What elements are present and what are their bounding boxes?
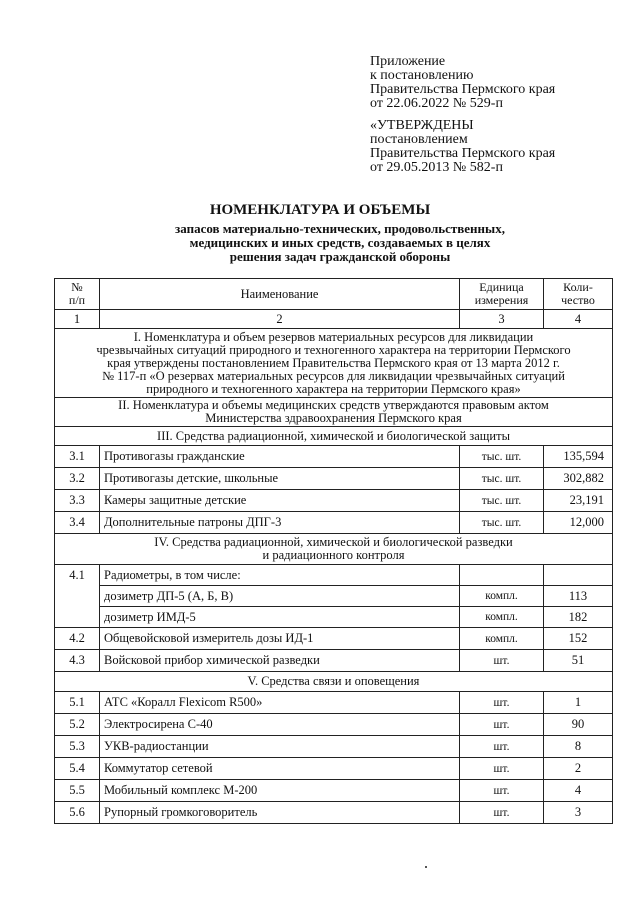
row-num: 4.2 <box>55 628 100 650</box>
row-qty: 113 <box>544 586 613 607</box>
annex-line: Приложение <box>370 54 446 69</box>
table-row <box>55 607 613 628</box>
row-qty: 8 <box>544 736 613 758</box>
row-name: АТС «Коралл Flexicom R500» <box>100 692 460 714</box>
header-num: № п/п <box>55 279 100 310</box>
row-name: дозиметр ДП-5 (А, Б, В) <box>100 586 460 607</box>
table-row <box>55 628 613 650</box>
row-num <box>55 586 100 607</box>
row-name: Общевойсковой измеритель дозы ИД-1 <box>100 628 460 650</box>
row-qty: 3 <box>544 802 613 824</box>
section-line: природного и техногенного характера на территории Пермского края» <box>146 381 521 396</box>
row-num: 5.5 <box>55 780 100 802</box>
row-qty: 302,882 <box>544 468 613 490</box>
row-num: 5.3 <box>55 736 100 758</box>
approved-line: от 29.05.2013 № 582-п <box>370 160 503 175</box>
column-number: 1 <box>55 310 100 329</box>
column-number-row <box>55 310 613 329</box>
row-num: 3.1 <box>55 446 100 468</box>
row-name: Рупорный громкоговоритель <box>100 802 460 824</box>
subtitle-line: запасов материально-технических, продовольственных, <box>175 221 505 236</box>
document-subtitle <box>80 222 600 264</box>
column-number: 3 <box>460 310 544 329</box>
row-unit: шт. <box>460 692 544 714</box>
row-num: 3.2 <box>55 468 100 490</box>
section-line: № 117-п «О резервах материальных ресурсов для ликвидации чрезвычайных ситуаций <box>102 368 565 383</box>
row-num: 5.6 <box>55 802 100 824</box>
row-unit: тыс. шт. <box>460 446 544 468</box>
row-unit <box>460 565 544 586</box>
approved-line: «УТВЕРЖДЕНЫ <box>370 118 474 133</box>
scan-speck <box>425 866 427 868</box>
section-title: V. Средства связи и оповещения <box>55 672 613 692</box>
row-num: 3.3 <box>55 490 100 512</box>
row-name: дозиметр ИМД-5 <box>100 607 460 628</box>
row-name: УКВ-радиостанции <box>100 736 460 758</box>
row-unit: шт. <box>460 736 544 758</box>
table-row <box>55 736 613 758</box>
subtitle-line: решения задач гражданской обороны <box>229 249 451 264</box>
section-row-1 <box>55 329 613 398</box>
annex-line: от 22.06.2022 № 529-п <box>370 96 503 111</box>
column-number: 2 <box>100 310 460 329</box>
row-qty: 12,000 <box>544 512 613 534</box>
row-unit: компл. <box>460 628 544 650</box>
row-qty: 1 <box>544 692 613 714</box>
row-num: 5.1 <box>55 692 100 714</box>
row-unit: компл. <box>460 607 544 628</box>
section-line: I. Номенклатура и объем резервов материальных ресурсов для ликвидации <box>133 329 534 344</box>
row-unit: шт. <box>460 650 544 672</box>
row-name: Войсковой прибор химической разведки <box>100 650 460 672</box>
row-qty: 2 <box>544 758 613 780</box>
row-num: 4.3 <box>55 650 100 672</box>
row-num <box>55 607 100 628</box>
table-row <box>55 802 613 824</box>
header-qty: Коли- чество <box>544 279 613 310</box>
row-unit: шт. <box>460 802 544 824</box>
section-row-4 <box>55 534 613 565</box>
table-row <box>55 446 613 468</box>
section-row-2 <box>55 398 613 427</box>
row-num: 5.2 <box>55 714 100 736</box>
row-unit: тыс. шт. <box>460 490 544 512</box>
row-unit: шт. <box>460 714 544 736</box>
approved-line: Правительства Пермского края <box>370 146 556 161</box>
annex-header <box>370 55 630 111</box>
section-line: II. Номенклатура и объемы медицинских средств утверждаются правовым актом <box>118 398 549 412</box>
row-qty: 90 <box>544 714 613 736</box>
row-num: 3.4 <box>55 512 100 534</box>
table-row <box>55 692 613 714</box>
row-unit: шт. <box>460 780 544 802</box>
section-line: и радиационного контроля <box>262 548 405 562</box>
row-name: Противогазы гражданские <box>100 446 460 468</box>
row-name: Дополнительные патроны ДПГ-3 <box>100 512 460 534</box>
header-unit: Единица измерения <box>460 279 544 310</box>
section-row-5 <box>55 672 613 692</box>
table-row <box>55 714 613 736</box>
row-qty: 51 <box>544 650 613 672</box>
approved-line: постановлением <box>370 132 468 147</box>
row-num: 5.4 <box>55 758 100 780</box>
row-qty <box>544 565 613 586</box>
approved-header <box>370 119 630 175</box>
row-qty: 152 <box>544 628 613 650</box>
row-qty: 23,191 <box>544 490 613 512</box>
row-name: Противогазы детские, школьные <box>100 468 460 490</box>
table-row <box>55 780 613 802</box>
table-row <box>55 650 613 672</box>
column-number: 4 <box>544 310 613 329</box>
row-unit: компл. <box>460 586 544 607</box>
table-header-row <box>55 279 613 310</box>
row-unit: тыс. шт. <box>460 512 544 534</box>
row-name: Коммутатор сетевой <box>100 758 460 780</box>
row-name: Электросирена С-40 <box>100 714 460 736</box>
section-line: IV. Средства радиационной, химической и биологической разведки <box>154 535 513 549</box>
annex-line: Правительства Пермского края <box>370 82 556 97</box>
subtitle-line: медицинских и иных средств, создаваемых в целях <box>189 235 491 250</box>
row-unit: тыс. шт. <box>460 468 544 490</box>
section-line: Министерства здравоохранения Пермского края <box>205 411 462 425</box>
section-line: чрезвычайных ситуаций природного и техногенного характера на территории Пермского <box>96 342 571 357</box>
row-qty: 182 <box>544 607 613 628</box>
section-row-3 <box>55 427 613 446</box>
row-num: 4.1 <box>55 565 100 586</box>
row-unit: шт. <box>460 758 544 780</box>
section-title: III. Средства радиационной, химической и биологической защиты <box>55 427 613 446</box>
document-title: НОМЕНКЛАТУРА И ОБЪЕМЫ <box>209 202 431 218</box>
table-row <box>55 490 613 512</box>
row-name: Камеры защитные детские <box>100 490 460 512</box>
table-row <box>55 512 613 534</box>
table-row <box>55 586 613 607</box>
table-row <box>55 468 613 490</box>
header-name: Наименование <box>100 279 460 310</box>
row-qty: 135,594 <box>544 446 613 468</box>
section-line: края утверждены постановлением Правительства Пермского края от 13 марта 2012 г. <box>107 355 560 370</box>
row-name: Радиометры, в том числе: <box>100 565 460 586</box>
row-name: Мобильный комплекс М-200 <box>100 780 460 802</box>
table-row <box>55 565 613 586</box>
annex-line: к постановлению <box>370 68 474 83</box>
nomenclature-table <box>54 278 613 824</box>
row-qty: 4 <box>544 780 613 802</box>
table-row <box>55 758 613 780</box>
